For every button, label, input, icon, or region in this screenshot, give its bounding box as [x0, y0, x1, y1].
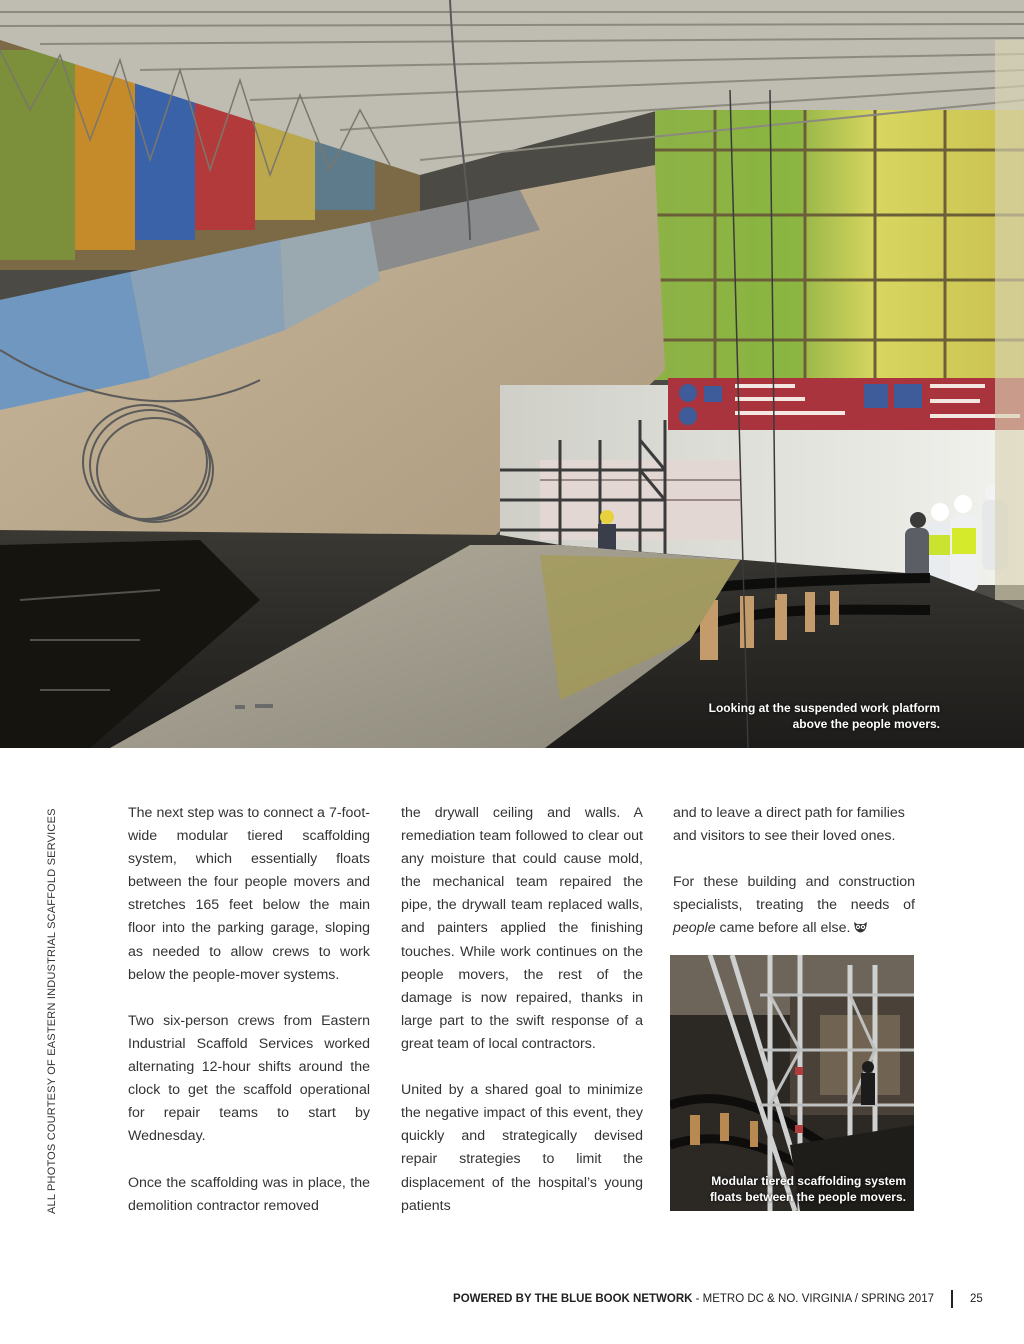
scaffold-photo-caption	[676, 1173, 906, 1205]
owl-icon	[853, 921, 868, 933]
footer-brand: POWERED BY THE BLUE BOOK NETWORK	[453, 1293, 693, 1305]
paragraph: Two six-person crews from Eastern Industrial Scaffold Services worked alternating 12-hour shifts around the clock to get the scaffold operational for repair teams to start by Wednesday.	[128, 1012, 370, 1145]
closing-paragraph	[673, 871, 915, 940]
hero-caption-line1: Looking at the suspended work platform	[708, 701, 940, 715]
paragraph: United by a shared goal to minimize the negative impact of this event, they quickly and strategically devised repair strategies to limit the displacement of the hospital’s young patients	[401, 1082, 643, 1214]
article-column-1	[128, 802, 370, 1218]
closing-emphasis: people	[673, 920, 716, 937]
closing-text-b: came before all else.	[715, 920, 851, 937]
paragraph: and to leave a direct path for families and visitors to see their loved ones.	[673, 805, 905, 845]
scaffold-caption-line1: Modular tiered scaffolding system	[711, 1174, 906, 1188]
article-column-2	[401, 802, 643, 1218]
scaffold-photo	[670, 955, 914, 1211]
hero-caption-line2: above the people movers.	[792, 717, 940, 731]
photo-credit: ALL PHOTOS COURTESY OF EASTERN INDUSTRIAL SCAFFOLD SERVICES	[46, 808, 58, 1214]
article-column-3	[673, 802, 915, 941]
footer-divider	[951, 1290, 953, 1308]
paragraph: the drywall ceiling and walls. A remediation team followed to clear out any moisture that could cause mold, the mechanical team repaired the pipe, the drywall team replaced walls, and painters applied the finishing touches. While work continues on the people movers, the rest of the damage is now repaired, thanks in large part to the swift response of a great team of local contractors.	[401, 805, 643, 1052]
footer-publication: - METRO DC & NO. VIRGINIA / SPRING 2017	[692, 1293, 934, 1305]
page-number: 25	[970, 1293, 983, 1305]
closing-text-a: For these building and construction specialists, treating the needs of	[673, 874, 915, 914]
paragraph: Once the scaffolding was in place, the demolition contractor removed	[128, 1174, 370, 1214]
paragraph: The next step was to connect a 7-foot-wide modular tiered scaffolding system, which essentially floats between the four people movers and stretches 165 feet below the main floor into the parking garage, sloping as needed to allow crews to work below the people-mover systems.	[128, 805, 370, 983]
page-footer	[453, 1293, 934, 1305]
hero-caption	[620, 700, 940, 732]
scaffold-caption-line2: floats between the people movers.	[709, 1190, 906, 1204]
